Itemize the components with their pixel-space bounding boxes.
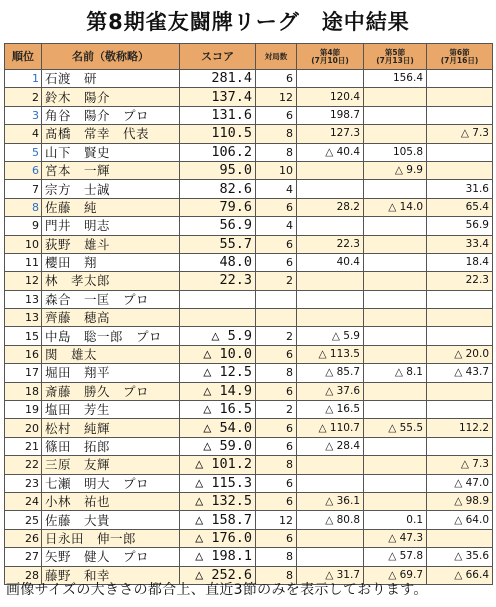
header-row (5, 44, 493, 70)
cell-games: 6 (256, 345, 297, 363)
header-section-5: 第5節 (7月13日) (364, 44, 427, 70)
cell-rank: 12 (5, 272, 42, 290)
cell-section-5: △ 14.0 (364, 198, 427, 216)
cell-games: 8 (256, 143, 297, 161)
table-row (5, 235, 493, 253)
cell-section-6 (427, 70, 493, 88)
cell-games: 10 (256, 161, 297, 179)
cell-name: 松村 純輝 (42, 419, 180, 437)
cell-rank: 13 (5, 290, 42, 308)
cell-score: △ 198.1 (180, 548, 256, 566)
cell-section-4: △ 80.8 (297, 511, 364, 529)
cell-section-4 (297, 548, 364, 566)
cell-section-6 (427, 143, 493, 161)
header-score: スコア (180, 44, 256, 70)
table-row (5, 161, 493, 179)
cell-rank: 2 (5, 88, 42, 106)
cell-name: 関 雄太 (42, 345, 180, 363)
cell-games: 2 (256, 327, 297, 345)
cell-section-5 (364, 253, 427, 271)
table-row (5, 437, 493, 455)
cell-section-4: △ 28.4 (297, 437, 364, 455)
cell-games: 6 (256, 70, 297, 88)
table-row (5, 217, 493, 235)
cell-rank: 7 (5, 180, 42, 198)
cell-section-6 (427, 106, 493, 124)
cell-rank: 21 (5, 437, 42, 455)
cell-rank: 5 (5, 143, 42, 161)
cell-name: 髙橋 常幸 代表 (42, 125, 180, 143)
cell-section-4: △ 37.6 (297, 382, 364, 400)
table-row (5, 125, 493, 143)
header-name: 名前（敬称略） (42, 44, 180, 70)
cell-section-4: 28.2 (297, 198, 364, 216)
cell-section-6: 65.4 (427, 198, 493, 216)
cell-score: 55.7 (180, 235, 256, 253)
cell-section-4 (297, 309, 364, 327)
cell-name: 小林 祐也 (42, 492, 180, 510)
cell-games: 4 (256, 217, 297, 235)
cell-rank: 15 (5, 327, 42, 345)
cell-section-6 (427, 88, 493, 106)
cell-section-4 (297, 456, 364, 474)
cell-name: 宮本 一輝 (42, 161, 180, 179)
cell-name: 櫻田 翔 (42, 253, 180, 271)
table-row (5, 345, 493, 363)
cell-name: 斎藤 勝久 プロ (42, 382, 180, 400)
cell-rank: 4 (5, 125, 42, 143)
cell-section-6 (427, 401, 493, 419)
cell-section-6: △ 35.6 (427, 548, 493, 566)
table-row (5, 180, 493, 198)
cell-score: 110.5 (180, 125, 256, 143)
cell-score: △ 176.0 (180, 529, 256, 547)
cell-section-6: △ 66.4 (427, 566, 493, 584)
cell-score: 48.0 (180, 253, 256, 271)
cell-section-4 (297, 161, 364, 179)
cell-rank: 6 (5, 161, 42, 179)
cell-games: 2 (256, 401, 297, 419)
cell-section-4 (297, 474, 364, 492)
cell-section-4 (297, 180, 364, 198)
cell-rank: 1 (5, 70, 42, 88)
cell-score: △ 5.9 (180, 327, 256, 345)
cell-name: 中島 聡一郎 プロ (42, 327, 180, 345)
table-row (5, 511, 493, 529)
cell-section-6: 112.2 (427, 419, 493, 437)
cell-section-6: 22.3 (427, 272, 493, 290)
cell-score: 56.9 (180, 217, 256, 235)
cell-games: 6 (256, 106, 297, 124)
cell-score: △ 115.3 (180, 474, 256, 492)
cell-rank: 13 (5, 309, 42, 327)
results-body (5, 70, 493, 585)
cell-section-5 (364, 180, 427, 198)
cell-games: 2 (256, 272, 297, 290)
table-row (5, 106, 493, 124)
cell-name: 塩田 芳生 (42, 401, 180, 419)
cell-rank: 25 (5, 511, 42, 529)
cell-section-5 (364, 345, 427, 363)
cell-section-5 (364, 290, 427, 308)
cell-section-5 (364, 309, 427, 327)
cell-section-4 (297, 70, 364, 88)
table-row (5, 548, 493, 566)
table-row (5, 382, 493, 400)
table-row (5, 253, 493, 271)
cell-section-4 (297, 290, 364, 308)
cell-rank: 20 (5, 419, 42, 437)
cell-section-5 (364, 401, 427, 419)
cell-section-6 (427, 161, 493, 179)
cell-rank: 10 (5, 235, 42, 253)
cell-rank: 28 (5, 566, 42, 584)
cell-score: 22.3 (180, 272, 256, 290)
table-row (5, 364, 493, 382)
cell-name: 三原 友輝 (42, 456, 180, 474)
cell-section-5: △ 55.5 (364, 419, 427, 437)
cell-score: 95.0 (180, 161, 256, 179)
cell-section-5: 0.1 (364, 511, 427, 529)
cell-section-4 (297, 529, 364, 547)
table-row (5, 456, 493, 474)
cell-games: 6 (256, 437, 297, 455)
cell-section-6: △ 98.9 (427, 492, 493, 510)
cell-score: △ 59.0 (180, 437, 256, 455)
cell-section-6 (427, 309, 493, 327)
cell-name: 佐藤 純 (42, 198, 180, 216)
table-row (5, 198, 493, 216)
cell-section-6: 56.9 (427, 217, 493, 235)
cell-section-5 (364, 125, 427, 143)
cell-section-5 (364, 106, 427, 124)
cell-section-6: 31.6 (427, 180, 493, 198)
cell-name: 齊藤 穂高 (42, 309, 180, 327)
cell-name: 日永田 伸一郎 (42, 529, 180, 547)
cell-name: 荻野 雄斗 (42, 235, 180, 253)
cell-rank: 24 (5, 492, 42, 510)
cell-name: 林 孝太郎 (42, 272, 180, 290)
cell-games: 8 (256, 456, 297, 474)
cell-section-4: 120.4 (297, 88, 364, 106)
cell-games: 4 (256, 180, 297, 198)
cell-section-6: 18.4 (427, 253, 493, 271)
cell-section-5 (364, 382, 427, 400)
cell-games: 12 (256, 511, 297, 529)
cell-section-5 (364, 437, 427, 455)
page-title: 第8期雀友闘牌リーグ 途中結果 (86, 10, 410, 34)
cell-section-4: 127.3 (297, 125, 364, 143)
cell-section-5 (364, 235, 427, 253)
cell-score: 281.4 (180, 70, 256, 88)
cell-name: 山下 賢史 (42, 143, 180, 161)
cell-score: △ 14.9 (180, 382, 256, 400)
cell-rank: 9 (5, 217, 42, 235)
table-row (5, 401, 493, 419)
cell-rank: 3 (5, 106, 42, 124)
cell-games: 6 (256, 419, 297, 437)
cell-section-4 (297, 272, 364, 290)
cell-games: 6 (256, 529, 297, 547)
cell-section-6 (427, 327, 493, 345)
cell-score: △ 158.7 (180, 511, 256, 529)
cell-section-4: △ 85.7 (297, 364, 364, 382)
table-row (5, 474, 493, 492)
cell-games: 6 (256, 382, 297, 400)
cell-section-6 (427, 382, 493, 400)
cell-section-5 (364, 456, 427, 474)
cell-games: 8 (256, 125, 297, 143)
cell-section-4: 22.3 (297, 235, 364, 253)
cell-section-6: △ 7.3 (427, 456, 493, 474)
cell-section-6 (427, 437, 493, 455)
cell-rank: 16 (5, 345, 42, 363)
cell-section-6 (427, 529, 493, 547)
cell-score: △ 252.6 (180, 566, 256, 584)
cell-games: 8 (256, 548, 297, 566)
cell-games: 8 (256, 364, 297, 382)
cell-rank: 18 (5, 382, 42, 400)
cell-rank: 17 (5, 364, 42, 382)
cell-name: 門井 明志 (42, 217, 180, 235)
cell-section-6: 33.4 (427, 235, 493, 253)
table-row (5, 88, 493, 106)
cell-section-5 (364, 474, 427, 492)
cell-section-4: △ 16.5 (297, 401, 364, 419)
cell-rank: 23 (5, 474, 42, 492)
cell-section-5 (364, 88, 427, 106)
header-section-4: 第4節 (7月10日) (297, 44, 364, 70)
cell-name: 矢野 健人 プロ (42, 548, 180, 566)
table-row (5, 70, 493, 88)
table-row (5, 529, 493, 547)
header-section-6: 第6節 (7月16日) (427, 44, 493, 70)
cell-games: 8 (256, 566, 297, 584)
results-table (4, 43, 493, 585)
cell-games: 6 (256, 235, 297, 253)
cell-score: △ 16.5 (180, 401, 256, 419)
cell-section-4: △ 110.7 (297, 419, 364, 437)
cell-score: △ 101.2 (180, 456, 256, 474)
table-row (5, 327, 493, 345)
cell-section-5: 105.8 (364, 143, 427, 161)
cell-name: 藤野 和幸 (42, 566, 180, 584)
cell-score: 82.6 (180, 180, 256, 198)
cell-section-6: △ 43.7 (427, 364, 493, 382)
cell-name: 角谷 陽介 プロ (42, 106, 180, 124)
cell-section-5: △ 69.7 (364, 566, 427, 584)
cell-section-6 (427, 290, 493, 308)
cell-name: 篠田 拓郎 (42, 437, 180, 455)
cell-section-5 (364, 492, 427, 510)
cell-name: 堀田 翔平 (42, 364, 180, 382)
cell-score (180, 290, 256, 308)
cell-rank: 26 (5, 529, 42, 547)
table-row (5, 309, 493, 327)
cell-games (256, 309, 297, 327)
cell-section-4: △ 113.5 (297, 345, 364, 363)
cell-rank: 19 (5, 401, 42, 419)
cell-section-5: △ 9.9 (364, 161, 427, 179)
table-row (5, 290, 493, 308)
cell-score: 106.2 (180, 143, 256, 161)
cell-score: 79.6 (180, 198, 256, 216)
cell-section-4: △ 36.1 (297, 492, 364, 510)
cell-name: 鈴木 陽介 (42, 88, 180, 106)
cell-section-5: 156.4 (364, 70, 427, 88)
cell-score: △ 10.0 (180, 345, 256, 363)
cell-section-4 (297, 217, 364, 235)
table-row (5, 143, 493, 161)
cell-games: 6 (256, 198, 297, 216)
cell-games: 6 (256, 492, 297, 510)
cell-section-4: 198.7 (297, 106, 364, 124)
header-games: 対局数 (256, 44, 297, 70)
cell-rank: 22 (5, 456, 42, 474)
cell-rank: 11 (5, 253, 42, 271)
table-row (5, 419, 493, 437)
cell-section-5 (364, 272, 427, 290)
cell-rank: 27 (5, 548, 42, 566)
cell-name: 佐藤 大貴 (42, 511, 180, 529)
table-row (5, 272, 493, 290)
cell-score: △ 54.0 (180, 419, 256, 437)
cell-score: 131.6 (180, 106, 256, 124)
cell-section-5: △ 47.3 (364, 529, 427, 547)
cell-section-4: △ 31.7 (297, 566, 364, 584)
cell-score (180, 309, 256, 327)
cell-section-6: △ 20.0 (427, 345, 493, 363)
cell-section-4: △ 40.4 (297, 143, 364, 161)
cell-name: 森合 一匡 プロ (42, 290, 180, 308)
cell-score: 137.4 (180, 88, 256, 106)
cell-section-5: △ 8.1 (364, 364, 427, 382)
cell-section-6: △ 7.3 (427, 125, 493, 143)
cell-games: 6 (256, 253, 297, 271)
cell-games: 6 (256, 474, 297, 492)
cell-section-5: △ 57.8 (364, 548, 427, 566)
cell-score: △ 132.5 (180, 492, 256, 510)
cell-name: 七瀬 明大 プロ (42, 474, 180, 492)
cell-score: △ 12.5 (180, 364, 256, 382)
cell-section-5 (364, 327, 427, 345)
cell-section-4: △ 5.9 (297, 327, 364, 345)
table-row (5, 492, 493, 510)
cell-section-5 (364, 217, 427, 235)
header-rank: 順位 (5, 44, 42, 70)
cell-games: 12 (256, 88, 297, 106)
cell-name: 石渡 研 (42, 70, 180, 88)
cell-section-6: △ 64.0 (427, 511, 493, 529)
cell-games (256, 290, 297, 308)
cell-section-6: △ 47.0 (427, 474, 493, 492)
cell-section-4: 40.4 (297, 253, 364, 271)
footer-note: 画像サイズの大きさの都合上、直近3節のみを表示しております。 (6, 582, 428, 598)
cell-name: 宗方 士誠 (42, 180, 180, 198)
cell-rank: 8 (5, 198, 42, 216)
